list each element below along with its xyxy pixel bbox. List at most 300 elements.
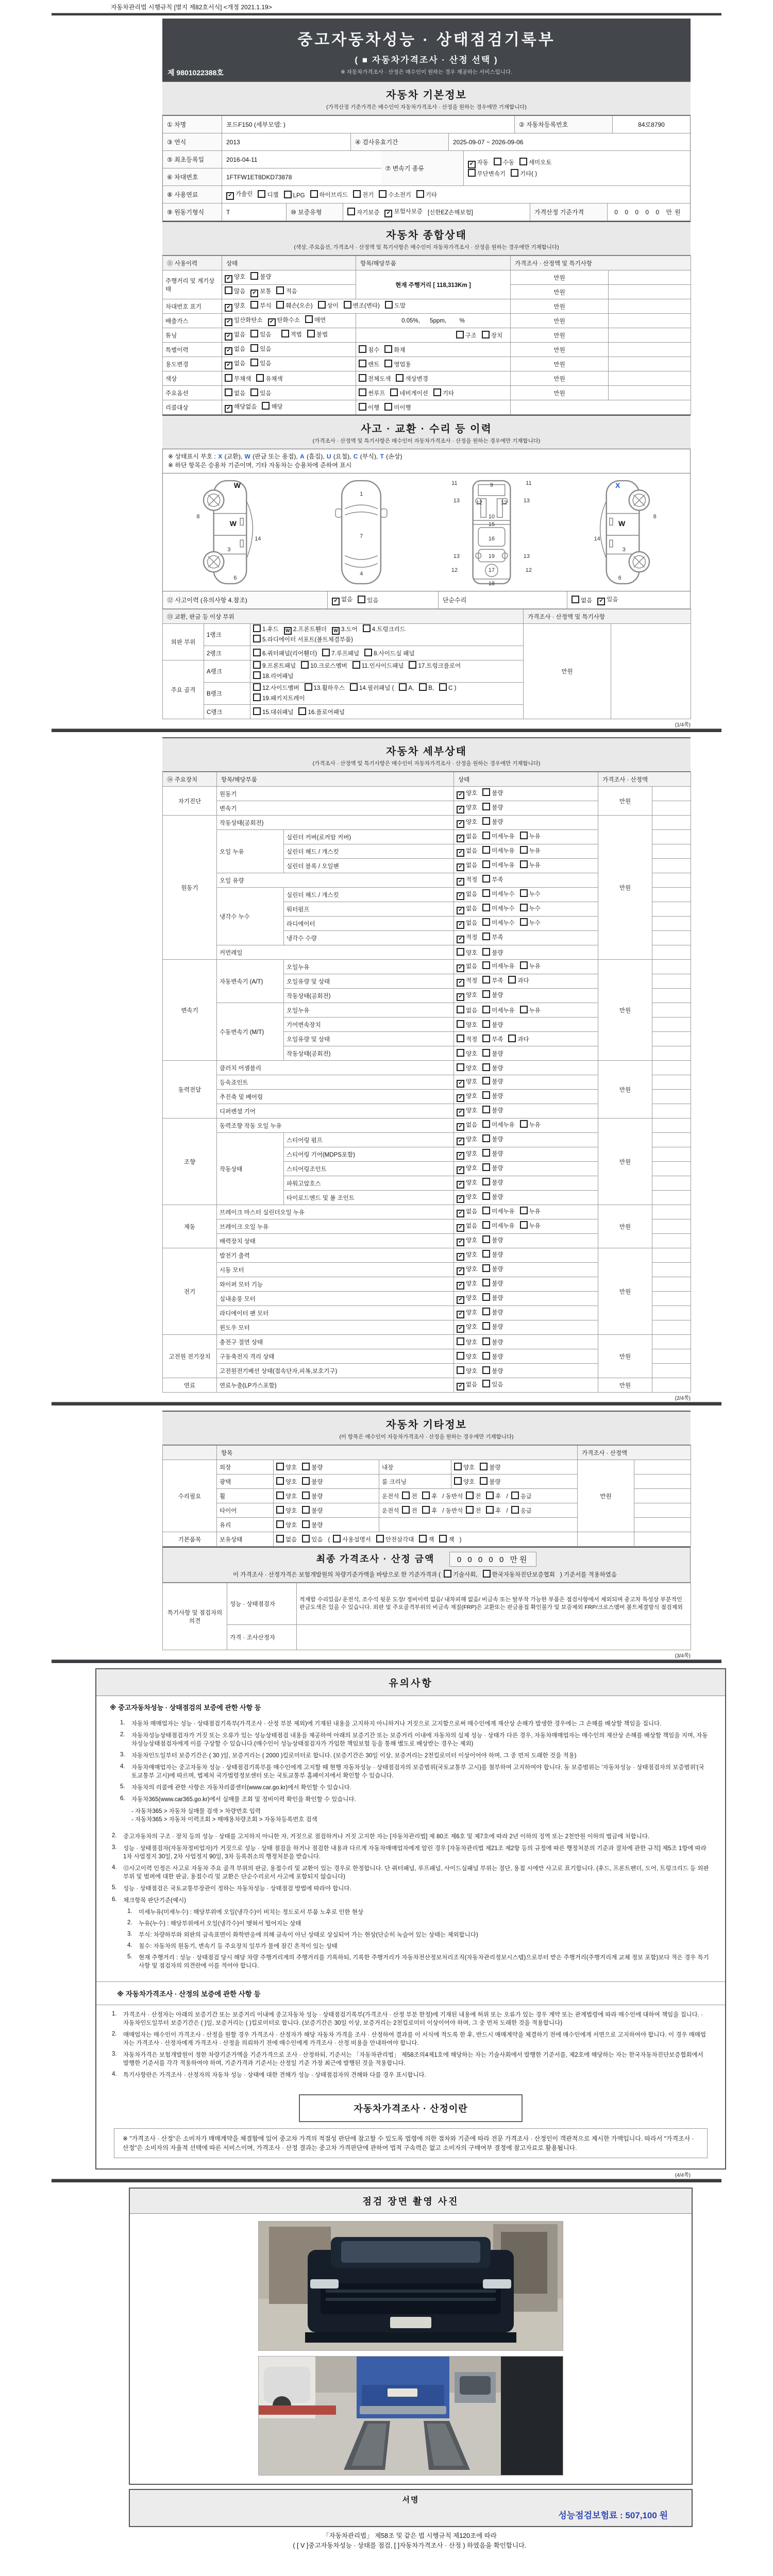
checkbox[interactable] [482, 1352, 490, 1360]
cell-b [652, 1292, 691, 1306]
check-option [486, 1508, 501, 1514]
checkbox[interactable]: ✔ [457, 1224, 464, 1232]
checkbox[interactable]: ✔ [457, 1253, 464, 1261]
checkbox[interactable]: ✔ [457, 806, 464, 814]
checkbox[interactable] [457, 1352, 464, 1360]
checkbox[interactable] [422, 1506, 430, 1514]
checkbox[interactable] [359, 388, 366, 396]
checkbox[interactable] [281, 330, 289, 337]
checkbox[interactable] [305, 683, 312, 691]
checkbox[interactable]: ✔ [457, 1267, 464, 1275]
checkbox[interactable] [419, 683, 427, 691]
checkbox[interactable] [482, 1293, 490, 1301]
checkbox-label: 매연 [314, 317, 326, 324]
checkbox[interactable] [482, 817, 490, 825]
cell-c [454, 1147, 598, 1162]
checkbox[interactable] [253, 683, 261, 691]
checkbox[interactable] [520, 832, 528, 839]
checkbox[interactable] [482, 918, 490, 926]
checkbox-label: 불량 [492, 1065, 503, 1072]
cell-h: 가격조사 · 산정액 및 특기사항 [524, 609, 691, 624]
checkbox-label: 양호 [466, 1079, 478, 1085]
checkbox[interactable]: ✔ [332, 598, 340, 605]
checkbox[interactable] [520, 1120, 528, 1128]
checkbox[interactable] [396, 374, 404, 382]
cell-c2 [250, 683, 524, 705]
checkbox[interactable] [482, 933, 490, 940]
checkbox[interactable] [302, 1492, 310, 1499]
checkbox[interactable] [482, 1149, 490, 1157]
checkbox[interactable] [482, 1250, 490, 1258]
checkbox[interactable] [390, 388, 398, 396]
checkbox[interactable] [482, 1192, 490, 1200]
checkbox[interactable] [318, 301, 326, 309]
checkbox[interactable] [302, 1463, 310, 1470]
checkbox[interactable] [480, 1463, 488, 1470]
checkbox[interactable] [256, 374, 264, 382]
checkbox[interactable] [333, 1535, 341, 1543]
checkbox[interactable] [520, 1006, 528, 1013]
checkbox-label: LPG [293, 192, 305, 199]
cell-prc: 만원 [598, 1061, 652, 1118]
checkbox[interactable]: ✔ [457, 993, 464, 1001]
checkbox[interactable]: ✔ [225, 304, 232, 312]
checkbox[interactable] [250, 330, 258, 337]
checkbox[interactable] [253, 707, 261, 715]
checkbox[interactable] [482, 1308, 490, 1315]
checkbox[interactable] [457, 1006, 464, 1013]
notice-item-number: 4. [112, 1865, 117, 1871]
checkbox[interactable] [350, 683, 358, 691]
checkbox[interactable] [482, 889, 490, 897]
checkbox[interactable] [482, 860, 490, 868]
cell-h: 상태 [454, 772, 598, 787]
checkbox[interactable]: ✔ [457, 835, 464, 842]
checkbox[interactable] [250, 301, 258, 309]
checkbox[interactable] [225, 286, 232, 294]
checkbox[interactable] [302, 1535, 310, 1543]
check-option [482, 1051, 503, 1057]
checkbox[interactable] [433, 388, 441, 396]
checkbox[interactable] [482, 1049, 490, 1057]
checkbox-label: 누유 [529, 1209, 541, 1215]
checkbox[interactable] [482, 1235, 490, 1243]
checkbox[interactable]: ✔ [457, 1296, 464, 1304]
checkbox[interactable] [276, 1463, 284, 1470]
checkbox[interactable] [482, 1337, 490, 1345]
notice-item-text: 자동차인도일부터 보증기간은 ( 30 )일, 보증거리는 ( 2000 )킬로미터로 합니다. (보증기간은 30일 이상, 보증거리는 2천킬로미터 이상이어야 하며, 그 중 먼저 도래한 것을 적용) [131, 1753, 577, 1759]
check-option [225, 289, 245, 295]
checkbox[interactable] [482, 875, 490, 883]
checkbox[interactable] [457, 1063, 464, 1071]
check-option [482, 906, 514, 912]
checkbox[interactable]: ✔ [457, 1195, 464, 1203]
checkbox[interactable] [482, 904, 490, 911]
checkbox[interactable] [250, 272, 258, 280]
checkbox[interactable] [482, 1380, 490, 1387]
checkbox[interactable] [482, 1120, 490, 1128]
checkbox[interactable] [353, 190, 361, 198]
checkbox[interactable] [457, 1366, 464, 1374]
checkbox[interactable] [482, 1322, 490, 1330]
cell-c [454, 859, 598, 873]
check-option [520, 906, 541, 912]
cell-c [274, 1532, 578, 1547]
checkbox[interactable] [302, 1506, 310, 1514]
checkbox[interactable] [384, 403, 392, 411]
checkbox[interactable] [364, 649, 372, 656]
checkbox[interactable]: ✔ [457, 1138, 464, 1145]
checkbox[interactable] [419, 1535, 427, 1543]
check-option [433, 391, 454, 397]
checkbox[interactable] [302, 1477, 310, 1485]
checkbox-label: 부족 [492, 1037, 503, 1043]
checkbox-label: 양호 [466, 950, 478, 956]
checkbox[interactable]: ✔ [457, 1311, 464, 1318]
checkbox[interactable] [258, 190, 265, 198]
checkbox[interactable] [347, 208, 355, 215]
check-option [482, 1238, 503, 1244]
checkbox[interactable] [482, 1178, 490, 1185]
check-option [444, 1572, 478, 1578]
checkbox[interactable] [482, 1077, 490, 1084]
checkbox-label: 양호 [466, 1324, 478, 1330]
checkbox[interactable] [520, 846, 528, 854]
checkbox[interactable] [480, 1477, 488, 1485]
cell-c [454, 1263, 598, 1277]
cell-h: 항목/해당부품 [356, 256, 511, 270]
checkbox[interactable] [359, 345, 366, 353]
checkbox[interactable] [384, 360, 392, 367]
checkbox[interactable] [302, 1520, 310, 1528]
check-option [468, 170, 506, 177]
checkbox[interactable] [482, 1279, 490, 1286]
checkbox[interactable] [276, 1535, 284, 1543]
checkbox[interactable]: ✔ [457, 1094, 464, 1102]
section-title: 자동차 세부상태 [386, 746, 467, 757]
checkbox[interactable] [520, 1221, 528, 1229]
checkbox[interactable] [482, 948, 490, 956]
checkbox[interactable] [250, 388, 258, 396]
cell-b [652, 801, 691, 816]
checkbox[interactable] [520, 860, 528, 868]
check-option [457, 1008, 477, 1014]
checkbox[interactable] [379, 190, 386, 198]
checkbox-label: 색상변경 [405, 376, 428, 382]
checkbox[interactable]: W [284, 627, 292, 635]
checkbox[interactable] [422, 1492, 430, 1499]
checkbox[interactable] [454, 1477, 462, 1485]
checkbox[interactable]: ✔ [468, 161, 476, 168]
checkbox[interactable]: ✔ [457, 1123, 464, 1131]
checkbox[interactable] [482, 1366, 490, 1374]
checkbox[interactable] [276, 1477, 284, 1485]
plain-text: ) 기준서를 적용하였음 [560, 1572, 617, 1578]
checkbox[interactable] [250, 344, 258, 352]
checkbox-label: 9.프론트패널 [262, 663, 296, 669]
checkbox-label: 양호 [466, 1151, 478, 1157]
checkbox-label: 불량 [492, 1022, 503, 1028]
checkbox[interactable] [225, 374, 232, 382]
check-option [508, 1037, 529, 1043]
checkbox[interactable] [298, 707, 306, 715]
checkbox[interactable] [520, 889, 528, 897]
cell-c [356, 343, 511, 357]
checkbox[interactable] [508, 1035, 516, 1042]
checkbox[interactable] [457, 1035, 464, 1042]
checkbox[interactable] [482, 961, 490, 969]
checkbox[interactable]: ✔ [457, 1109, 464, 1116]
checkbox[interactable] [508, 976, 516, 984]
checkbox[interactable] [359, 403, 366, 411]
checkbox-label: B, [428, 685, 434, 691]
checkbox[interactable] [466, 1492, 474, 1499]
cell-b [652, 974, 691, 989]
checkbox[interactable] [384, 345, 392, 353]
checkbox[interactable] [444, 1570, 451, 1578]
checkbox[interactable]: ✔ [457, 1282, 464, 1290]
checkbox[interactable] [359, 360, 366, 367]
cell-c [454, 917, 598, 931]
checkbox[interactable]: ✔ [457, 1166, 464, 1174]
checkbox[interactable] [482, 331, 490, 338]
checkbox-label: 세미오토 [528, 160, 552, 166]
checkbox[interactable] [253, 649, 261, 656]
simple-repair-checks [567, 591, 690, 608]
legend-letter: C [353, 453, 358, 460]
checkbox[interactable] [363, 624, 371, 632]
checkbox[interactable] [276, 1520, 284, 1528]
checkbox[interactable]: ✔ [457, 849, 464, 857]
cell-b [652, 917, 691, 931]
price-appraisal-definition-text: ※ "가격조사 · 산정"은 소비자가 매매계약을 체결함에 있어 중고차 가격의 적절성 판단에 참고할 수 있도록 법령에 의한 절차와 기준에 따라 전문 가격조사 · 산정인이 객관적으로 제시한 가액입니다. 따라서 "가격조사 · 산정"은 소비자의 자율적 선택에 따른 서비스이며, 가격조사 · 산정 결과는 중고차 가격판단에 관하여 법적 구속력은 없고 소비자의 구매여부 결정에 참고자료로 활용됩니다. [114, 2128, 708, 2158]
model-year-value: 2013 [222, 133, 351, 150]
checkbox[interactable] [482, 1006, 490, 1013]
checkbox[interactable] [402, 1492, 410, 1499]
checkbox[interactable] [482, 1020, 490, 1028]
checkbox[interactable]: ✔ [225, 347, 232, 355]
checkbox[interactable] [307, 330, 315, 337]
checkbox[interactable] [482, 1134, 490, 1142]
checkbox[interactable]: ✔ [457, 936, 464, 943]
cell-g: 외판 부위 [163, 624, 204, 660]
checkbox[interactable] [482, 832, 490, 839]
checkbox[interactable] [284, 191, 292, 198]
checkbox[interactable] [439, 1535, 447, 1543]
checkbox[interactable]: ✔ [457, 791, 464, 799]
checkbox[interactable] [483, 1570, 491, 1578]
checkbox[interactable] [305, 315, 313, 323]
checkbox[interactable] [409, 661, 416, 669]
check-option [457, 1180, 477, 1186]
checkbox[interactable]: ✔ [457, 1181, 464, 1189]
check-option [482, 848, 514, 854]
checkbox[interactable] [253, 693, 261, 701]
checkbox[interactable] [482, 1221, 490, 1229]
checkbox[interactable] [358, 596, 365, 603]
checkbox[interactable]: ✔ [457, 1239, 464, 1246]
check-option [225, 303, 245, 309]
checkbox[interactable] [520, 1207, 528, 1214]
check-option [520, 891, 541, 897]
checkbox[interactable] [276, 1506, 284, 1514]
checkbox[interactable]: ✔ [457, 878, 464, 886]
checkbox[interactable] [253, 671, 261, 679]
cell-itm: 실내송풍 모터 [217, 1292, 454, 1306]
checkbox[interactable] [486, 1492, 494, 1499]
checkbox[interactable] [520, 904, 528, 911]
checkbox[interactable] [572, 596, 579, 603]
checkbox[interactable] [482, 1091, 490, 1099]
checkbox[interactable]: ✔ [457, 1383, 464, 1391]
checkbox[interactable]: ✔ [457, 979, 464, 987]
checkbox-label: C ) [448, 685, 457, 691]
checkbox[interactable] [322, 649, 330, 656]
cell-itm: 변속기 [217, 801, 454, 816]
checkbox[interactable] [352, 661, 360, 669]
checkbox[interactable]: ✔ [225, 362, 232, 369]
checkbox[interactable]: ✔ [457, 1210, 464, 1217]
checkbox[interactable] [457, 1049, 464, 1057]
checkbox[interactable] [482, 990, 490, 998]
notice-item-number: 6. [112, 1896, 117, 1903]
notice-item-text: 매매업자는 매수인이 가격조사 · 산정을 원할 경우 가격조사 · 산정자가 해당 자동차 가격을 조사 · 산정하여 결과를 이 서식에 적도록 한 후, 반드시 매매계약을 체결하기 전에 매수인에게 서면으로 고지하여야 합니다. 이 경우 매매업자는 가격조사 · 산정자에게 가격조사 · 산정을 의뢰하기 전에 매수인에게 가격조사 · 산정 비용을 안내하여야 합니다. [123, 2032, 707, 2046]
check-option [457, 978, 477, 984]
cell-prc: 만원 [598, 960, 652, 1061]
checkbox[interactable]: ✔ [597, 598, 605, 605]
checkbox[interactable] [301, 661, 309, 669]
checkbox-label: 자동 [477, 160, 489, 166]
checkbox-label: 잭 [428, 1537, 434, 1543]
checkbox[interactable] [359, 374, 366, 382]
checkbox[interactable] [253, 635, 261, 642]
checkbox[interactable] [253, 661, 261, 669]
notice-box [95, 1668, 726, 2170]
notice-item-number: 1. [112, 2011, 117, 2017]
check-option [520, 963, 541, 970]
check-option [482, 1194, 503, 1200]
table-row-composite [163, 151, 690, 186]
checkbox[interactable]: ✔ [457, 892, 464, 900]
checkbox[interactable] [494, 158, 501, 165]
checkbox[interactable]: ✔ [457, 921, 464, 929]
checkbox[interactable]: ✔ [225, 333, 232, 341]
checkbox-label: 양호 [466, 1252, 478, 1258]
checkbox[interactable] [225, 388, 232, 396]
checkbox[interactable]: ✔ [225, 275, 232, 283]
cell-c [222, 357, 356, 371]
checkbox[interactable] [456, 331, 464, 338]
checkbox-label: 불량 [492, 1324, 503, 1330]
cell-h: ⑪ 사용이력 [163, 256, 222, 270]
checkbox[interactable] [519, 158, 527, 165]
checkbox[interactable] [482, 803, 490, 810]
cell-b [652, 1104, 691, 1118]
checkbox[interactable]: ✔ [268, 318, 276, 326]
checkbox[interactable] [511, 169, 518, 177]
cell-b [652, 888, 691, 902]
checkbox[interactable] [482, 1063, 490, 1071]
checkbox[interactable]: ✔ [457, 1325, 464, 1333]
checkbox[interactable]: ✔ [226, 192, 234, 200]
checkbox[interactable] [482, 1106, 490, 1113]
checkbox[interactable]: ✔ [457, 907, 464, 914]
checkbox[interactable] [376, 1535, 384, 1543]
checkbox-label: 누수 [529, 906, 541, 912]
checkbox[interactable] [520, 918, 528, 926]
checkbox-label: 불량 [492, 1295, 503, 1301]
checkbox[interactable] [457, 1020, 464, 1028]
checkbox[interactable]: ✔ [384, 210, 392, 217]
checkbox[interactable]: W [332, 627, 340, 635]
checkbox[interactable] [399, 683, 407, 691]
section-title: 사고 · 교환 · 수리 등 이력 [361, 423, 492, 435]
checkbox[interactable] [385, 301, 393, 309]
checkbox[interactable] [466, 1506, 474, 1514]
checkbox-label: 미세누유 [492, 1209, 515, 1215]
checkbox[interactable] [482, 1207, 490, 1214]
confirmation-line2: ( [ V ]중고자동차성능 · 상태를 점검, [ ]자동차가격조사 · 산정 ) 하였음을 확인합니다. [293, 2542, 527, 2549]
top-rule [52, 13, 721, 15]
checkbox[interactable] [344, 301, 351, 309]
check-option [454, 1479, 475, 1485]
checkbox[interactable] [520, 961, 528, 969]
table-row [163, 168, 381, 185]
checkbox[interactable] [482, 1264, 490, 1272]
checkbox[interactable]: ✔ [225, 405, 232, 413]
checkbox[interactable]: ✔ [457, 1152, 464, 1160]
checkbox[interactable] [439, 683, 447, 691]
cell-c [379, 1503, 578, 1518]
checkbox[interactable] [482, 846, 490, 854]
checkbox[interactable] [457, 948, 464, 956]
checkbox[interactable] [457, 1337, 464, 1345]
checkbox[interactable] [468, 169, 476, 177]
checkbox[interactable] [511, 1492, 519, 1499]
checkbox[interactable] [276, 301, 284, 309]
cell-prc: 만원 [511, 314, 609, 328]
checkbox[interactable]: ✔ [457, 820, 464, 828]
checkbox[interactable] [250, 359, 258, 366]
checkbox[interactable] [482, 976, 490, 984]
checkbox[interactable]: ✔ [457, 1080, 464, 1088]
checkbox[interactable]: ✔ [457, 964, 464, 972]
checkbox[interactable] [310, 190, 318, 198]
checkbox[interactable] [482, 788, 490, 796]
checkbox[interactable] [486, 1506, 494, 1514]
checkbox[interactable] [262, 402, 270, 410]
checkbox[interactable] [511, 1506, 519, 1514]
checkbox[interactable] [253, 624, 261, 632]
checkbox[interactable]: ✔ [250, 290, 258, 297]
check-option [396, 376, 428, 382]
cell-b [652, 1090, 691, 1104]
sheet-page1 [162, 18, 691, 719]
checkbox-label: 있음 [260, 361, 272, 367]
checkbox[interactable] [276, 1492, 284, 1499]
checkbox[interactable]: ✔ [457, 863, 464, 871]
checkbox[interactable] [482, 1035, 490, 1042]
inspector-opinion-table [162, 1583, 691, 1650]
checkbox[interactable] [416, 190, 424, 198]
checkbox-label: 상이 [327, 303, 339, 309]
checkbox[interactable]: ✔ [225, 318, 232, 326]
checkbox[interactable] [402, 1506, 410, 1514]
check-option [332, 626, 358, 633]
checkbox[interactable] [454, 1463, 462, 1470]
checkbox[interactable] [276, 286, 284, 294]
checkbox[interactable] [482, 1163, 490, 1171]
